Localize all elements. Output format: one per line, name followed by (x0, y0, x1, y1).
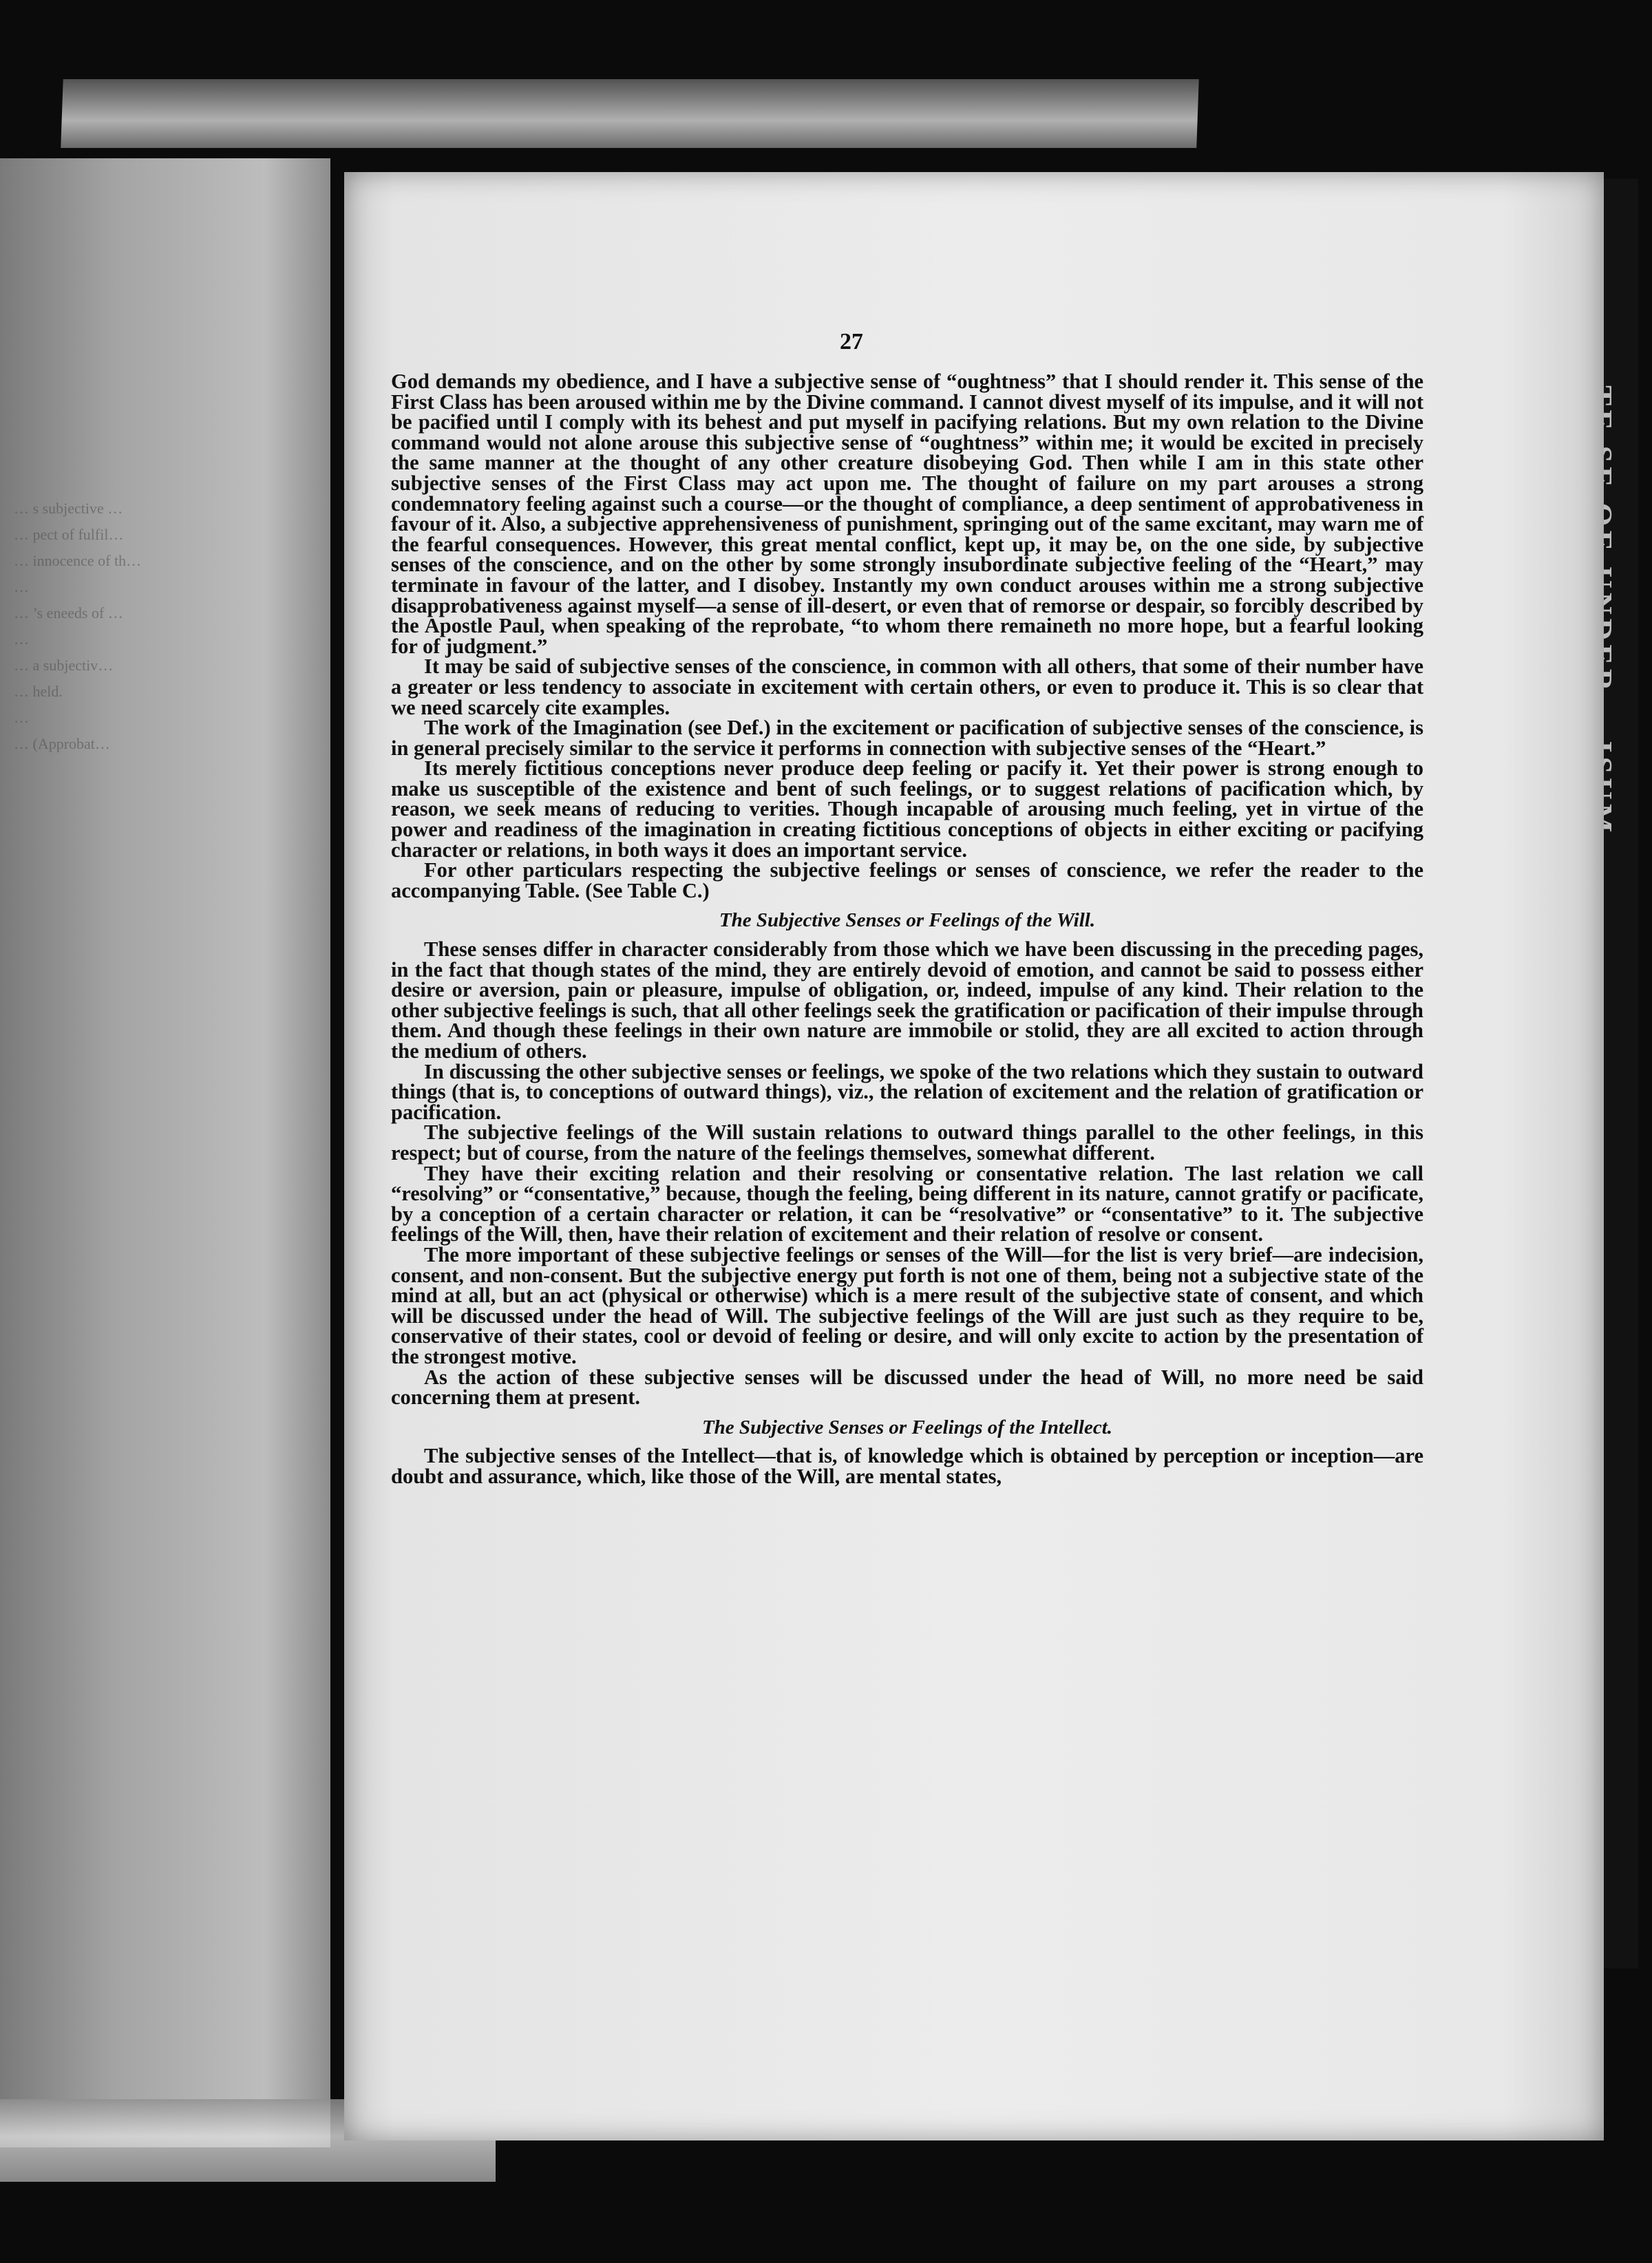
paragraph: As the action of these subjective senses will be discussed under the head of Will, no more need be said concerning them at present. (391, 1365, 1423, 1410)
previous-page-edge (0, 158, 330, 2147)
paragraph: God demands my obedience, and I have a subjective sense of “oughtness” that I should render it. This sense of the First Class has been aroused within me by the Divine command. I cannot divest myself of its impulse, and it will not be pacified until I comply with its behest and put myself in pacifying relations. But my own relation to the Divine command would not alone arouse this subjective sense of “oughtness” within me; it would be excited in precisely the same manner at the thought of any other creature disobeying God. Then while I am in this state other subjective senses of the First Class may act upon me. The thought of failure on my part arouses a strong condemnatory feeling against such a course—or the thought of compliance, a deep sentiment of approbativeness in favour of it. Also, a subjective apprehensiveness of punishment, springing out of the same excitant, may warn me of the fearful consequences. However, this great mental conflict, kept up, it may be, on the one side, by subjective senses of the conscience, and on the other by some strongly insubordinate subjective feeling of the “Heart,” may terminate in favour of the latter, and I disobey. Instantly my own conduct arouses within me a strong subjective disapprobativeness against myself—a sense of ill-desert, or even that of remorse or despair, so forcibly described by the Apostle Paul, when speaking of the reprobate, “to whom there remaineth no more hope, but a fearful looking for of judgment.” (391, 370, 1423, 658)
paragraph: It may be said of subjective senses of the conscience, in common with all others, that some of their number have a greater or less tendency to associate in excitement with certain others, or even to produce it. This is so clear that we need scarcely cite examples. (391, 655, 1423, 719)
fragment-line: … ’s eneeds of … (14, 604, 123, 621)
fragment-line: … (Approbat… (14, 735, 110, 752)
fragment-line: … pect of fulfil… (14, 526, 124, 543)
fragment-line: … (14, 709, 29, 726)
section-conscience (391, 372, 1423, 901)
paragraph: Its merely fictitious conceptions never produce deep feeling or pacify it. Yet their power is strong enough to make us susceptible of the existence and bent of such feelings, or to suggest relations of pacification which, by reason, we seek means of reducing to verities. Though incapable of arousing much feeling, yet in virtue of the power and readiness of the imagination in creating fictitious conceptions of objects in either exciting or pacifying character or relations, in both ways it does an important service. (391, 756, 1423, 862)
fragment-line: … innocence of th… (14, 552, 142, 569)
paragraph: The subjective feelings of the Will sustain relations to outward things parallel to the other feelings, in this respect; but of course, from the nature of the feelings themselves, somewhat different. (391, 1120, 1423, 1165)
paragraph: The more important of these subjective feelings or senses of the Will—for the list is very brief—are indecision, consent, and non-consent. But the subjective energy put forth is not one of them, being not a subjective state of the mind at all, but an act (physical or otherwise) which is a mere result of the subjective state of consent, and which will be discussed under the head of Will. The subjective feelings of the Will are just such as they require to be, conservative of their states, cool or devoid of feeling or desire, and will only excite to action by the presentation of the strongest motive. (391, 1242, 1423, 1368)
paragraph: These senses differ in character considerably from those which we have been discussing in the preceding pages, in the fact that though states of the mind, they are entirely devoid of emotion, and cannot be said to possess either desire or aversion, pain or pleasure, impulse of obligation, or, indeed, impulse of any kind. Their relation to the other subjective feelings is such, that all other feelings seek the gratification or pacification of their impulse through them. And though these feelings in their own nature are immobile or stolid, they are all excited to action through the medium of others. (391, 937, 1423, 1063)
fragment-line: … s subjective … (14, 500, 123, 517)
section-intellect (391, 1446, 1423, 1487)
fragment-line: … held. (14, 683, 63, 700)
heading-intellect: The Subjective Senses or Feelings of the Intellect. (701, 1416, 1113, 1438)
section-will (391, 939, 1423, 1408)
fragment-line: … (14, 630, 29, 648)
paragraph: They have their exciting relation and their resolving or consentative relation. The last relation we call “resolving” or “consentative,” because, though the feeling, being different in its nature, cannot gratify or pacificate, by a conception of a certain character or relation, it can be “resolvative” or “consentative” to it. The subjective feelings of the Will, then, have their relation of excitement and their relation of resolve or consent. (391, 1161, 1423, 1246)
page-body-text (391, 372, 1423, 1487)
paragraph: In discussing the other subjective senses or feelings, we spoke of the two relations which they sustain to outward things (that is, to conceptions of outward things), viz., the relation of excitement and the relation of gratification or pacification. (391, 1059, 1423, 1124)
paragraph: The subjective senses of the Intellect—that is, of knowledge which is obtained by perception or inception—are doubt and assurance, which, like those of the Will, are mental states, (391, 1444, 1423, 1488)
fragment-line: … (14, 578, 29, 595)
previous-page-fragments (14, 496, 310, 757)
heading-will: The Subjective Senses or Feelings of the Will. (719, 909, 1096, 932)
fragment-line: … a subjectiv… (14, 657, 114, 674)
page-number: 27 (840, 329, 863, 354)
binding-clip-top (61, 79, 1198, 148)
paragraph: For other particulars respecting the subjective feelings or senses of conscience, we refer the reader to the accompanying Table. (See Table C.) (391, 858, 1423, 902)
paragraph: The work of the Imagination (see Def.) in the excitement or pacification of subjective senses of the conscience, is in general precisely similar to the service it performs in connection with subjective senses of the “Heart.” (391, 716, 1423, 760)
